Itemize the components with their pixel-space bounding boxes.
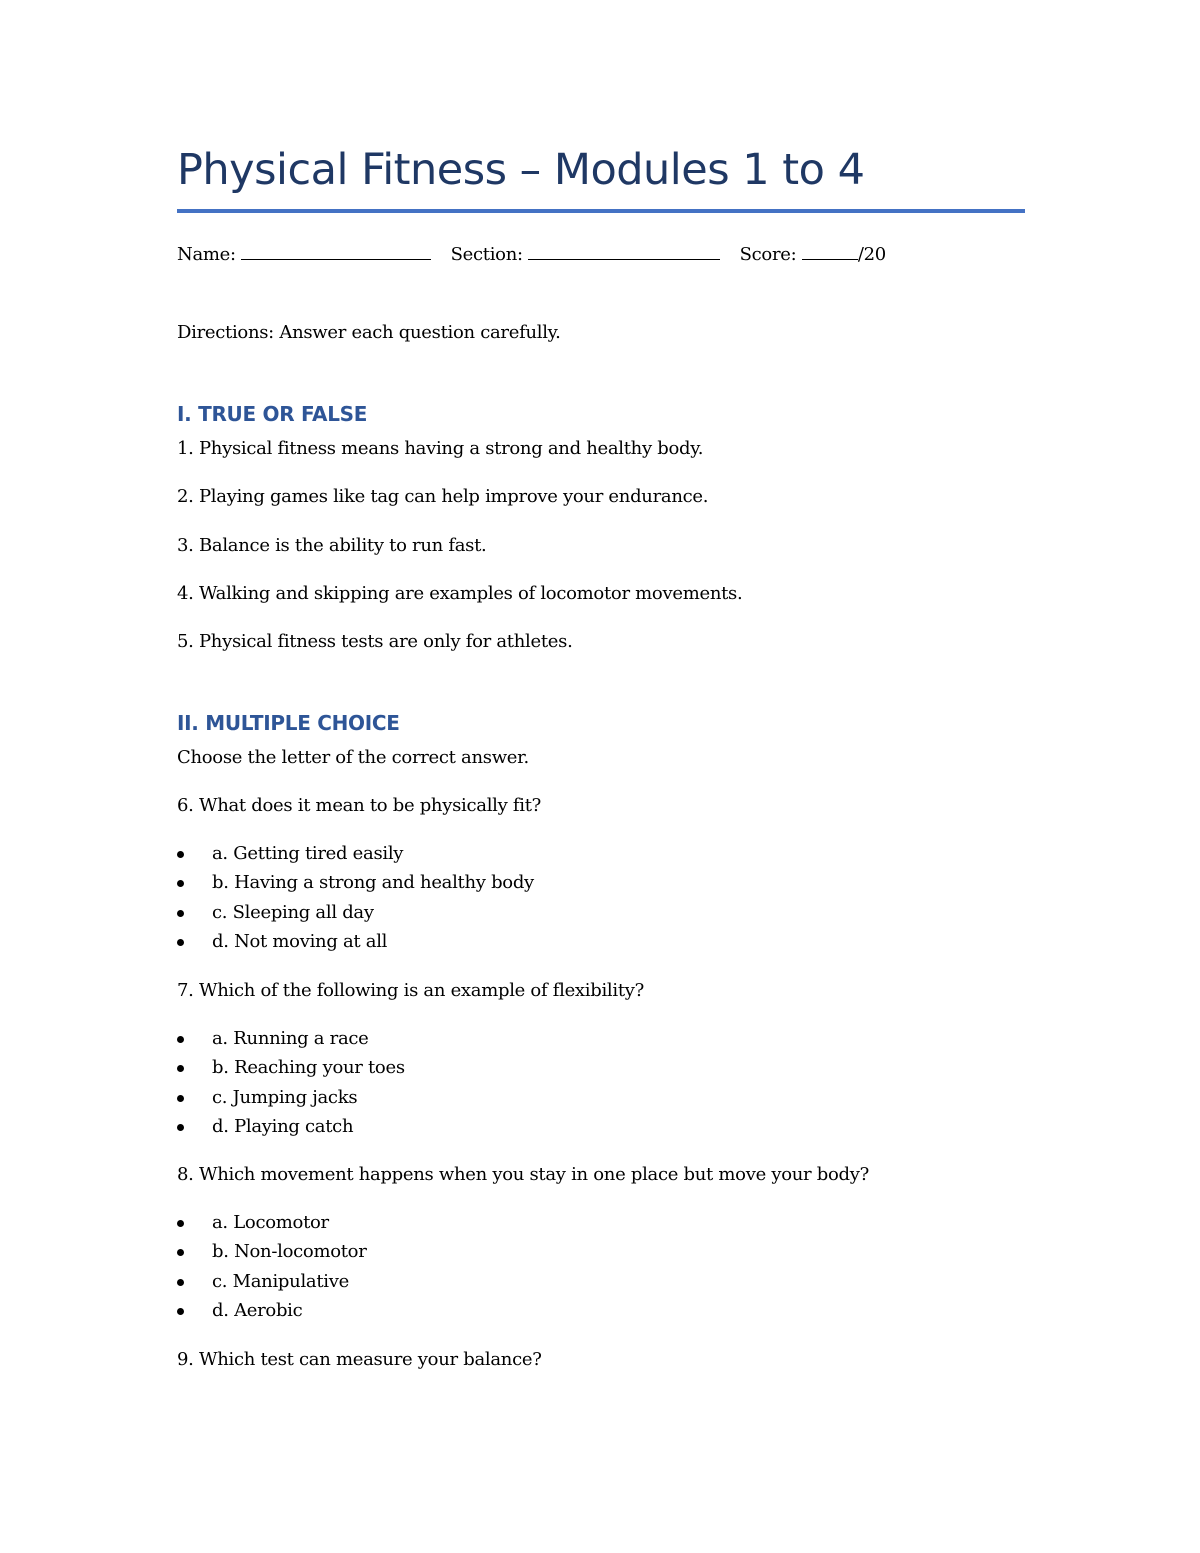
answer-option (177, 1300, 367, 1329)
page-title: Physical Fitness – Modules 1 to 4 (177, 145, 865, 195)
option-text: c. Sleeping all day (212, 901, 374, 923)
bullet-icon (177, 910, 184, 917)
option-text: b. Having a strong and healthy body (212, 872, 534, 894)
section-label: Section: (450, 244, 523, 265)
bullet-icon (177, 880, 184, 887)
score-blank (802, 243, 858, 260)
bullet-icon (177, 851, 184, 858)
true-false-item: 2. Playing games like tag can help improve your endurance. (177, 486, 709, 507)
option-text: d. Aerobic (212, 1299, 303, 1321)
title-underline (177, 209, 1025, 213)
bullet-icon (177, 1308, 184, 1315)
answer-option (177, 1057, 405, 1086)
answer-option (177, 902, 534, 931)
bullet-icon (177, 1124, 184, 1131)
score-label: Score: (739, 244, 797, 265)
name-label: Name: (177, 244, 236, 265)
option-text: c. Jumping jacks (212, 1086, 358, 1108)
option-text: a. Locomotor (212, 1212, 329, 1233)
question-text: 7. Which of the following is an example of flexibility? (177, 980, 644, 1001)
option-text: b. Reaching your toes (212, 1057, 405, 1079)
student-info-row (177, 243, 886, 265)
option-text: b. Non-locomotor (212, 1241, 367, 1263)
answer-options (177, 1028, 405, 1145)
name-field (177, 243, 431, 265)
true-false-item: 3. Balance is the ability to run fast. (177, 535, 487, 556)
option-text: c. Manipulative (212, 1270, 349, 1292)
question-text: 9. Which test can measure your balance? (177, 1349, 542, 1370)
answer-option (177, 1028, 405, 1057)
bullet-icon (177, 1095, 184, 1102)
bullet-icon (177, 939, 184, 946)
option-text: d. Not moving at all (212, 930, 388, 952)
true-false-item: 4. Walking and skipping are examples of locomotor movements. (177, 583, 743, 604)
section-field (451, 243, 721, 265)
answer-options (177, 1212, 367, 1329)
directions-text: Directions: Answer each question carefully. (177, 322, 561, 343)
answer-option (177, 1271, 367, 1300)
option-text: a. Running a race (212, 1028, 369, 1049)
score-total: /20 (857, 244, 886, 265)
name-blank (241, 243, 431, 260)
section-heading-multiple-choice: II. MULTIPLE CHOICE (177, 711, 400, 735)
answer-option (177, 1212, 367, 1241)
option-text: a. Getting tired easily (212, 843, 404, 864)
multiple-choice-instruction: Choose the letter of the correct answer. (177, 747, 529, 768)
answer-option (177, 1116, 405, 1145)
bullet-icon (177, 1220, 184, 1227)
question-text: 8. Which movement happens when you stay in one place but move your body? (177, 1164, 869, 1185)
answer-option (177, 1087, 405, 1116)
true-false-item: 5. Physical fitness tests are only for athletes. (177, 631, 573, 652)
option-text: d. Playing catch (212, 1115, 354, 1137)
section-blank (528, 243, 720, 260)
answer-option (177, 872, 534, 901)
bullet-icon (177, 1249, 184, 1256)
bullet-icon (177, 1065, 184, 1072)
answer-options (177, 843, 534, 960)
answer-option (177, 843, 534, 872)
bullet-icon (177, 1036, 184, 1043)
score-field (740, 243, 886, 265)
true-false-item: 1. Physical fitness means having a strong and healthy body. (177, 438, 704, 459)
question-text: 6. What does it mean to be physically fit? (177, 795, 542, 816)
section-heading-true-false: I. TRUE OR FALSE (177, 402, 368, 426)
bullet-icon (177, 1279, 184, 1286)
answer-option (177, 1241, 367, 1270)
answer-option (177, 931, 534, 960)
